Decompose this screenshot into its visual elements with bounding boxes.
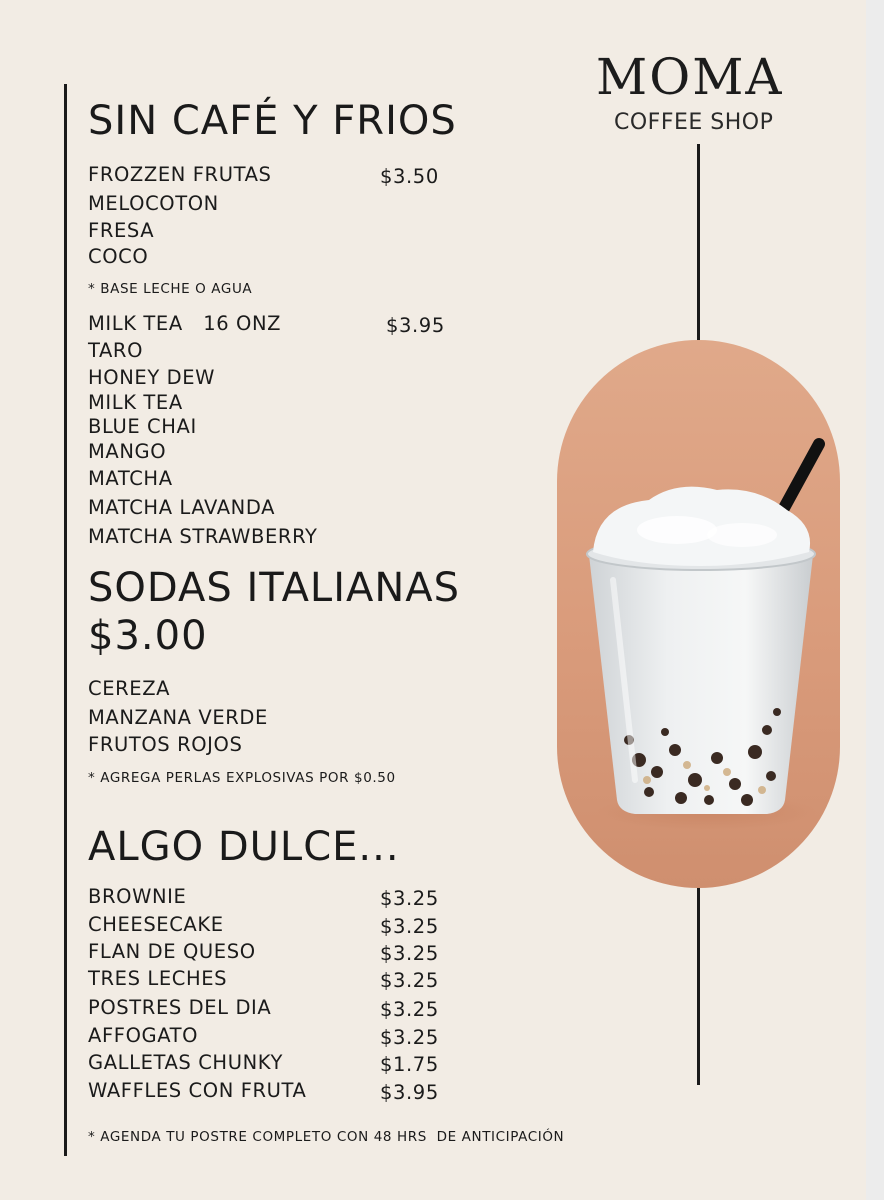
flavor-item: MILK TEA [88,391,183,414]
menu-item: POSTRES DEL DIA [88,996,272,1019]
flavor-item: MATCHA LAVANDA [88,496,276,519]
divider-right-bottom [697,887,700,1085]
menu-price: $1.75 [380,1053,439,1076]
flavor-item: BLUE CHAI [88,415,197,438]
note-base: * BASE LECHE O AGUA [88,281,253,297]
menu-price: $3.95 [380,1081,439,1104]
menu-item: AFFOGATO [88,1024,199,1047]
flavor-item: MANZANA VERDE [88,706,268,729]
brand-logo: MOMA [596,48,784,106]
flavor-item: FRESA [88,219,155,242]
note-agenda: * AGENDA TU POSTRE COMPLETO CON 48 HRS DE ANTICIPACIÓN [88,1129,565,1145]
note-perlas: * AGREGA PERLAS EXPLOSIVAS POR $0.50 [88,770,396,786]
menu-item: CHEESECAKE [88,913,224,936]
flavor-item: MELOCOTON [88,192,219,215]
page-edge [866,0,884,1200]
section-title-algo-dulce: ALGO DULCE... [88,824,400,870]
menu-item-milk-tea: MILK TEA 16 ONZ [88,312,282,335]
product-photo [557,340,840,888]
flavor-item: MATCHA STRAWBERRY [88,525,318,548]
menu-price: $3.25 [380,998,439,1021]
section-title-sin-cafe: SIN CAFÉ Y FRIOS [88,98,457,144]
flavor-item: CEREZA [88,677,171,700]
divider-left [64,84,67,1156]
section-title-sodas: SODAS ITALIANAS [88,565,461,611]
menu-item-frozen: FROZZEN FRUTAS [88,163,272,186]
menu-item: FLAN DE QUESO [88,940,256,963]
flavor-item: COCO [88,245,149,268]
flavor-item: MATCHA [88,467,173,490]
menu-price: $3.25 [380,887,439,910]
flavor-item: FRUTOS ROJOS [88,733,243,756]
divider-right-top [697,144,700,341]
menu-price: $3.25 [380,942,439,965]
menu-price: $3.25 [380,915,439,938]
menu-price-milk-tea: $3.95 [386,314,445,337]
menu-price-frozen: $3.50 [380,165,439,188]
menu-item: GALLETAS CHUNKY [88,1051,283,1074]
section-price-sodas: $3.00 [88,613,208,659]
flavor-item: HONEY DEW [88,366,216,389]
milk-tea-cup-icon [557,340,840,888]
menu-item: TRES LECHES [88,967,228,990]
brand-subtitle: COFFEE SHOP [614,110,774,135]
flavor-item: TARO [88,339,144,362]
menu-item: WAFFLES CON FRUTA [88,1079,307,1102]
flavor-item: MANGO [88,440,167,463]
menu-price: $3.25 [380,969,439,992]
menu-item: BROWNIE [88,885,187,908]
menu-price: $3.25 [380,1026,439,1049]
